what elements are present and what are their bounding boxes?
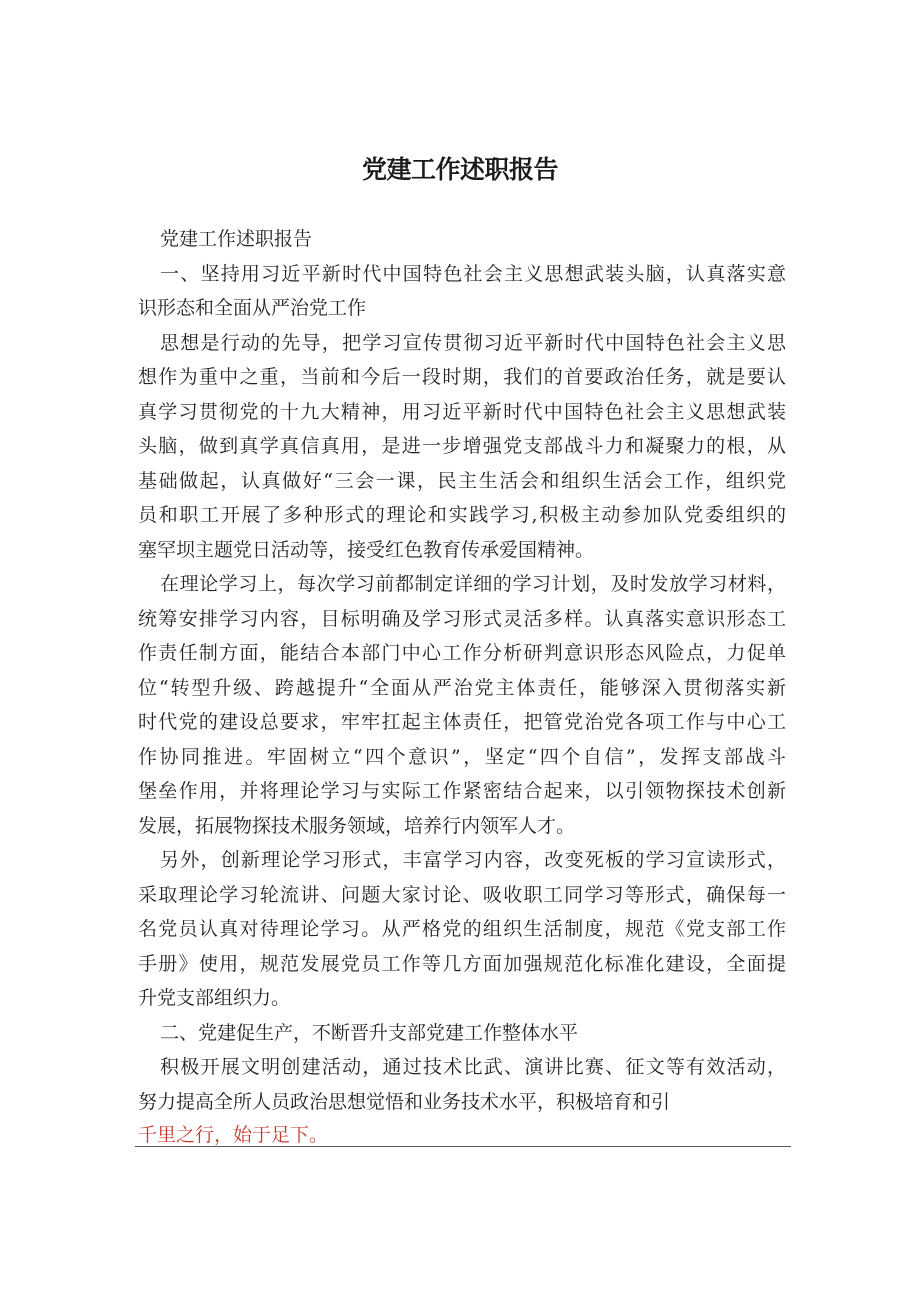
footer-divider <box>135 1146 791 1147</box>
body-line: 党建工作述职报告 <box>160 228 313 250</box>
body-line: 名党员认真对待理论学习。从严格党的组织生活制度，规范《党支部工作 <box>138 918 786 940</box>
body-line: 统筹安排学习内容，目标明确及学习形式灵活多样。认真落实意识形态工 <box>138 607 786 630</box>
body-line: 在理论学习上，每次学习前都制定详细的学习计划，及时发放学习材料， <box>160 573 786 595</box>
body-line: 头脑，做到真学真信真用，是进一步增强党支部战斗力和凝聚力的根，从 <box>138 435 786 457</box>
body-line: 采取理论学习轮流讲、问题大家讨论、吸收职工同学习等形式，确保每一 <box>138 883 786 906</box>
body-line: 思想是行动的先导，把学习宣传贯彻习近平新时代中国特色社会主义思 <box>160 331 786 354</box>
body-line: 另外，创新理论学习形式，丰富学习内容，改变死板的学习宣读形式， <box>160 849 786 871</box>
body-line: 一、坚持用习近平新时代中国特色社会主义思想武装头脑，认真落实意 <box>160 262 786 285</box>
body-line: 努力提高全所人员政治思想觉悟和业务技术水平，积极培育和引 <box>138 1090 671 1113</box>
body-line: 升党支部组织力。 <box>138 987 291 1009</box>
body-line: 发展，拓展物探技术服务领域，培养行内领军人才。 <box>138 814 576 837</box>
body-line: 作责任制方面，能结合本部门中心工作分析研判意识形态风险点，力促单 <box>138 642 786 664</box>
body-line: 位“转型升级、跨越提升“全面从严治党主体责任，能够深入贯彻落实新 <box>138 676 786 699</box>
body-line: 时代党的建设总要求，牢牢扛起主体责任，把管党治党各项工作与中心工 <box>138 711 786 733</box>
document-title: 党建工作述职报告 <box>361 155 558 184</box>
body-line: 塞罕坝主题党日活动等，接受红色教育传承爱国精神。 <box>138 538 595 561</box>
body-line: 积极开展文明创建活动，通过技术比武、演讲比赛、征文等有效活动， <box>160 1056 786 1078</box>
body-line: 手册》使用，规范发展党员工作等几方面加强规范化标准化建设，全面提 <box>138 952 786 975</box>
document-body <box>138 222 786 1119</box>
body-line: 作协同推进。牢固树立“四个意识”，坚定“四个自信”，发挥支部战斗 <box>138 745 786 768</box>
body-line: 想作为重中之重，当前和今后一段时期，我们的首要政治任务，就是要认 <box>138 366 786 388</box>
body-line: 真学习贯彻党的十九大精神，用习近平新时代中国特色社会主义思想武装 <box>138 400 786 423</box>
body-line: 堡垒作用，并将理论学习与实际工作紧密结合起来，以引领物探技术创新 <box>138 780 786 802</box>
body-line: 识形态和全面从严治党工作 <box>138 297 367 319</box>
body-line: 二、党建促生产，不断晋升支部党建工作整体水平 <box>160 1021 579 1044</box>
footer-quote: 千里之行，始于足下。 <box>138 1124 329 1146</box>
body-line: 员和职工开展了多种形式的理论和实践学习,积极主动参加队党委组织的 <box>138 504 786 526</box>
body-line: 基础做起，认真做好“三会一课，民主生活会和组织生活会工作，组织党 <box>138 469 786 492</box>
